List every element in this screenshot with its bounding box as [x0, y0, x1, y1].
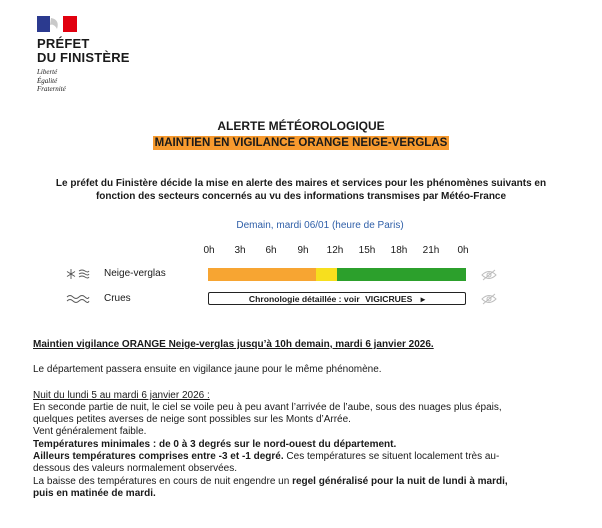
hour-label: 15h: [358, 245, 376, 256]
forecast-line: Vent généralement faible.: [33, 426, 147, 437]
regel-start: La baisse des températures en cours de nuit engendre un: [33, 476, 293, 487]
eye-hidden-icon[interactable]: [481, 293, 497, 305]
chrono-text: Chronologie détaillée : voir: [248, 294, 360, 304]
temp-ailleurs: Ailleurs températures comprises entre -3 et -1 degré.: [33, 451, 284, 462]
row-label-neige-verglas: Neige-verglas: [104, 268, 166, 279]
jaune-statement: Le département passera ensuite en vigilance jaune pour le même phénomène.: [33, 364, 382, 375]
intro-text: Le préfet du Finistère décide la mise en alerte des maires et services pour les phénomènes suivants en fonction des secteurs concernés au vu des informations transmises par Météo-France: [55, 178, 547, 202]
day-label: Demain, mardi 06/01 (heure de Paris): [236, 220, 404, 231]
temp-ailleurs-rest: Ces températures se situent localement très au-: [283, 451, 500, 462]
hour-label: 18h: [390, 245, 408, 256]
row-label-crues: Crues: [104, 293, 131, 304]
forecast-line: dessous des valeurs normalement observées.: [33, 463, 237, 474]
temp-min-line: Températures minimales : de 0 à 3 degrés sur le nord-ouest du département.: [33, 439, 397, 450]
flood-waves-icon: [66, 293, 90, 305]
maintien-statement: Maintien vigilance ORANGE Neige-verglas jusqu’à 10h demain, mardi 6 janvier 2026.: [33, 339, 434, 350]
hour-label: 21h: [422, 245, 440, 256]
arrow-right-icon: ▸: [420, 294, 426, 304]
temp-line: [33, 451, 499, 463]
vigilance-segment-vert: [337, 268, 466, 281]
nuit-heading: Nuit du lundi 5 au mardi 6 janvier 2026 :: [33, 390, 210, 401]
vigicrues-link[interactable]: [208, 292, 466, 305]
vigilance-segment-jaune: [316, 268, 338, 281]
prefecture-title: PRÉFET DU FINISTÈRE: [37, 36, 130, 65]
hour-label: 12h: [326, 245, 344, 256]
hour-label: 3h: [234, 245, 246, 256]
forecast-line: quelques petites averses de neige sont possibles sur les Monts d’Arrée.: [33, 414, 351, 425]
hour-label: 0h: [457, 245, 469, 256]
regel-bold: regel généralisé pour la nuit de lundi à mardi,: [292, 476, 508, 487]
regel-line: [33, 476, 508, 488]
alert-subtitle-wrap: [0, 133, 602, 151]
hour-label: 6h: [265, 245, 277, 256]
marianne-flag-logo: [37, 16, 77, 32]
snow-ice-icon: [66, 268, 90, 280]
eye-hidden-icon[interactable]: [481, 269, 497, 281]
alert-title: ALERTE MÉTÉOROLOGIQUE: [217, 119, 385, 133]
vigicrues-label: VIGICRUES: [365, 294, 413, 304]
alert-subtitle: MAINTIEN EN VIGILANCE ORANGE NEIGE-VERGLAS: [154, 137, 448, 149]
hour-label: 9h: [297, 245, 309, 256]
forecast-line: En seconde partie de nuit, le ciel se voile peu à peu avant l’arrivée de l’aube, sous des nuages plus épais,: [33, 402, 502, 413]
hour-label: 0h: [203, 245, 215, 256]
republic-motto: Liberté Égalité Fraternité: [37, 68, 66, 93]
regel-end: puis en matinée de mardi.: [33, 488, 156, 499]
vigilance-segment-orange: [208, 268, 316, 281]
